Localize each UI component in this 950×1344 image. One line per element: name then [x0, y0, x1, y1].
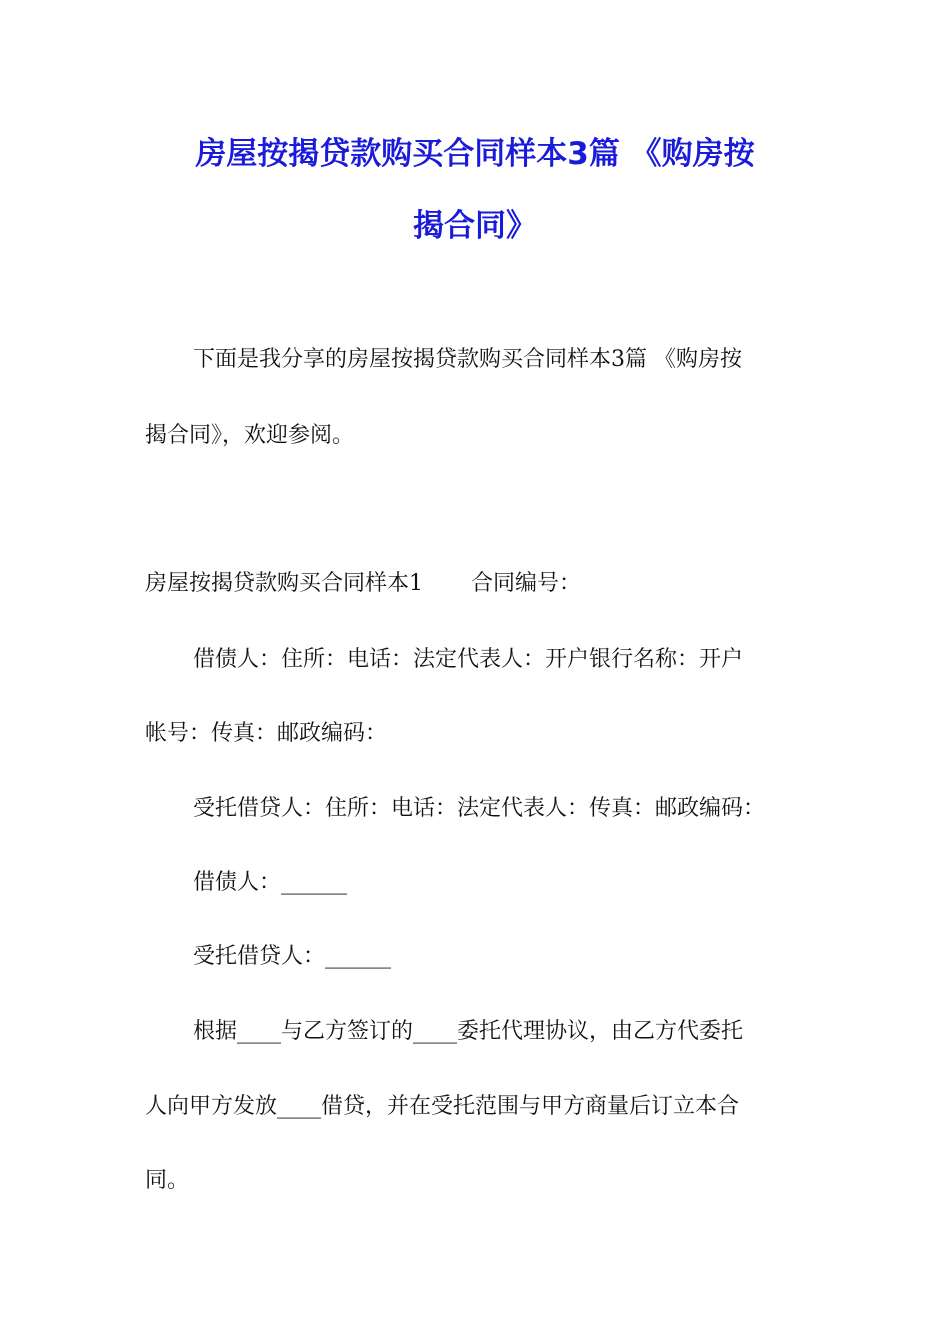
borrower-info-line-2: 帐号：传真：邮政编码： — [145, 721, 388, 746]
intro-line-1: 下面是我分享的房屋按揭贷款购买合同样本3篇 《购房按 — [193, 347, 742, 372]
section-title: 房屋按揭贷款购买合同样本1 — [145, 571, 423, 596]
clause-line-3: 同。 — [145, 1168, 190, 1193]
borrower-signature-line: 借债人：______ — [193, 870, 348, 895]
document-title-line-1: 房屋按揭贷款购买合同样本3篇 《购房按 — [195, 136, 755, 172]
section-heading — [145, 569, 581, 599]
document-title-line-2: 揭合同》 — [413, 208, 537, 244]
lender-signature-line: 受托借贷人：______ — [193, 944, 392, 969]
contract-number-label: 合同编号： — [471, 571, 582, 596]
lender-info-line: 受托借贷人：住所：电话：法定代表人：传真：邮政编码： — [193, 796, 766, 821]
borrower-info-line-1: 借债人：住所：电话：法定代表人：开户银行名称：开户 — [193, 647, 744, 672]
clause-line-1: 根据____与乙方签订的____委托代理协议，由乙方代委托 — [193, 1019, 744, 1044]
clause-line-2: 人向甲方发放____借贷，并在受托范围与甲方商量后订立本合 — [145, 1094, 740, 1119]
intro-line-2: 揭合同》，欢迎参阅。 — [145, 423, 355, 448]
